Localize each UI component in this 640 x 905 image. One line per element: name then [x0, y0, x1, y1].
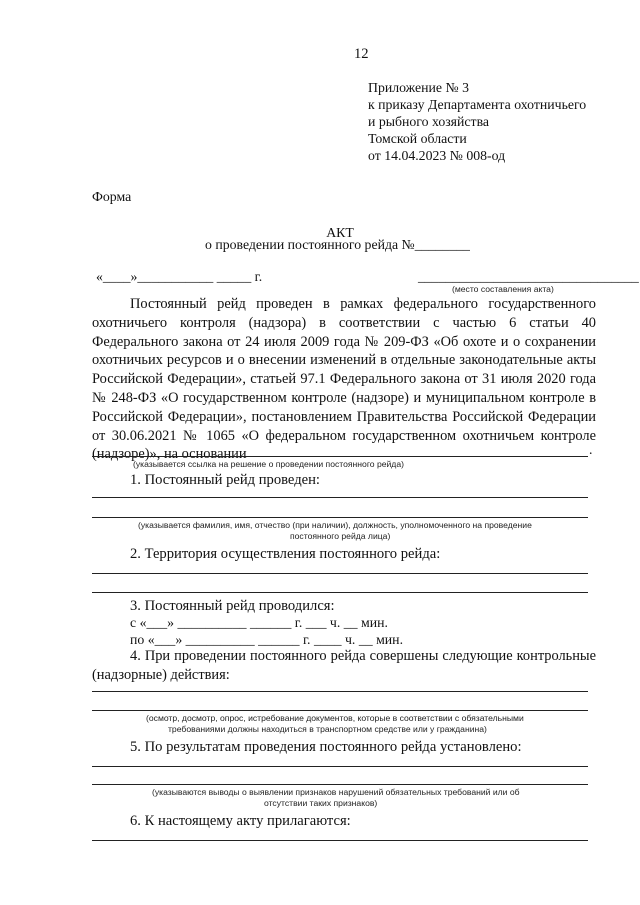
item-4-caption-line-2: требованиями должны находиться в транспортном средстве или у гражданина) [168, 724, 487, 734]
item-1-line-1 [92, 497, 588, 498]
item-4-line-2 [92, 710, 588, 711]
item-5-line-1 [92, 766, 588, 767]
item-5-line-2 [92, 784, 588, 785]
form-label: Форма [92, 189, 132, 204]
item-4-caption-line-1: (осмотр, досмотр, опрос, истребование документов, которые в соответствии с обязательными [146, 713, 524, 723]
act-subtitle: о проведении постоянного рейда №________ [205, 237, 470, 252]
appendix-line-1: Приложение № 3 [368, 80, 470, 95]
item-2-heading: 2. Территория осуществления постоянного рейда: [130, 546, 441, 562]
basis-line [92, 456, 588, 457]
appendix-line-2: к приказу Департамента охотничьего [368, 97, 587, 112]
date-field: «____»___________ _____ г. [96, 269, 263, 284]
item-4-heading: 4. При проведении постоянного рейда совершены следующие контрольные (надзорные) действия: [92, 648, 596, 683]
place-caption: (место составления акта) [452, 284, 554, 294]
item-2-line-2 [92, 592, 588, 593]
item-3-heading: 3. Постоянный рейд проводился: [130, 598, 335, 614]
page-number: 12 [354, 46, 369, 62]
item-1-caption-line-2: постоянного рейда лица) [290, 531, 391, 541]
item-6-heading: 6. К настоящему акту прилагаются: [130, 813, 351, 829]
place-field: ________________________________ [418, 269, 639, 284]
item-1-heading: 1. Постоянный рейд проведен: [130, 472, 320, 488]
item-1-line-2 [92, 517, 588, 518]
appendix-line-4: Томской области [368, 131, 467, 146]
item-2-line-1 [92, 573, 588, 574]
item-4-line-1 [92, 691, 588, 692]
basis-line-dot: . [589, 442, 593, 457]
act-title: АКТ [326, 225, 354, 240]
item-3-to: по «___» __________ ______ г. ____ ч. __ мин. [130, 632, 404, 647]
appendix-line-3: и рыбного хозяйства [368, 114, 490, 129]
intro-paragraph: Постоянный рейд проведен в рамках федерального государственного охотничьего контроля (надзора) в соответствии с частью 6 статьи 40 Федерального закона от 24 июля 2009 года № 209-ФЗ «Об охоте и о сохранении охотничьих ресурсов и о внесении изменений в отдельные законодательные акты Российской Федерации», статьей 97.1 Федерального закона от 31 июля 2020 года № 248-ФЗ «О государственном контроле (надзоре) и муниципальном контроле в Российской Федерации», постановлением Правительства Российской Федерации от 30.06.2021 № 1065 «О федеральном государственном охотничьем контроле (надзоре)», на основании [92, 296, 596, 463]
item-3-from: с «___» __________ ______ г. ___ ч. __ мин. [130, 615, 388, 630]
item-5-heading: 5. По результатам проведения постоянного рейда установлено: [130, 739, 522, 755]
item-1-caption-line-1: (указывается фамилия, имя, отчество (при наличии), должность, уполномоченного на проведение [138, 520, 532, 530]
appendix-line-5: от 14.04.2023 № 008-од [368, 148, 506, 163]
item-5-caption-line-2: отсутствии таких признаков) [264, 798, 378, 808]
basis-caption: (указывается ссылка на решение о проведении постоянного рейда) [133, 459, 404, 469]
item-6-line-1 [92, 840, 588, 841]
item-5-caption-line-1: (указываются выводы о выявлении признаков нарушений обязательных требований или об [152, 787, 520, 797]
